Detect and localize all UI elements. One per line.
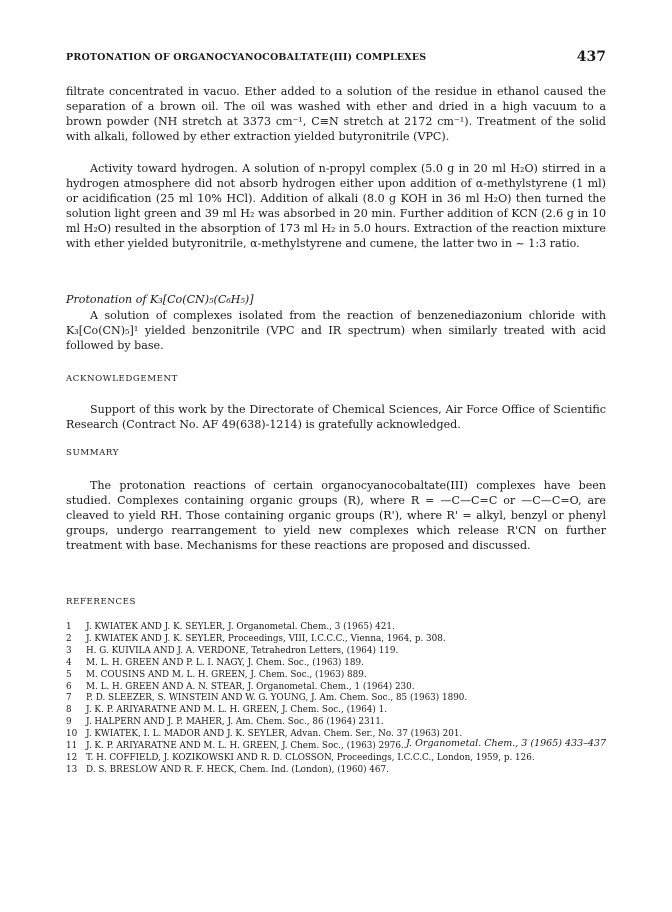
paragraph-activity-hydrogen [66, 161, 606, 251]
reference-number: 2 [66, 633, 72, 644]
reference-item [66, 717, 586, 729]
reference-number: 7 [66, 693, 72, 704]
reference-text: J. KWIATEK AND J. K. SEYLER, Proceedings, VIII, I.C.C.C., Vienna, 1964, p. 308. [86, 633, 446, 644]
reference-item [66, 634, 586, 646]
paragraph-text: The protonation reactions of certain organocyanocobaltate(III) complexes have been studied. Complexes containing organic groups (R), where R = —C—C=C or —C—C=O, are cleaved to yield RH. Those containing organic groups (R'), where R' = alkyl, benzyl or phenyl groups, undergo rearrangement to yield new complexes which release R'CN on further treatment with base. Mechanisms for these reactions are proposed and discussed. [66, 479, 606, 552]
reference-number: 10 [66, 729, 78, 740]
paragraph-filtrate [66, 84, 606, 144]
reference-item [66, 658, 586, 670]
reference-number: 1 [66, 622, 72, 632]
reference-item [66, 622, 586, 634]
acknowledgement-heading: ACKNOWLEDGEMENT [66, 374, 178, 384]
reference-item [66, 682, 586, 694]
reference-text: J. KWIATEK, I. L. MADOR AND J. K. SEYLER, Advan. Chem. Ser., No. 37 (1963) 201. [86, 729, 463, 740]
reference-text: M. L. H. GREEN AND P. L. I. NAGY, J. Chem. Soc., (1963) 189. [86, 657, 364, 668]
reference-text: P. D. SLEEZER, S. WINSTEIN AND W. G. YOUNG, J. Am. Chem. Soc., 85 (1963) 1890. [86, 693, 468, 704]
reference-text: H. G. KUIVILA AND J. A. VERDONE, Tetrahedron Letters, (1964) 119. [86, 645, 399, 656]
reference-number: 4 [66, 657, 72, 668]
reference-text: T. H. COFFIELD, J. KOZIKOWSKI AND R. D. CLOSSON, Proceedings, I.C.C.C., London, 1959, p. 126. [86, 752, 535, 763]
reference-text: J. K. P. ARIYARATNE AND M. L. H. GREEN, J. Chem. Soc., (1964) 1. [86, 705, 388, 716]
reference-number: 12 [66, 752, 78, 763]
paragraph-text: filtrate concentrated in vacuo. Ether added to a solution of the residue in ethanol caused the separation of a brown oil. The oil was washed with ether and dried in a high vacuum to a brown powder (NH stretch at 3373 cm⁻¹, C≡N stretch at 2172 cm⁻¹). Treatment of the solid with alkali, followed by ether extraction yielded butyronitrile (VPC). [66, 85, 606, 143]
running-head: PROTONATION OF ORGANOCYANOCOBALTATE(III) COMPLEXES [66, 52, 427, 63]
reference-item [66, 646, 586, 658]
reference-number: 6 [66, 681, 72, 692]
reference-number: 9 [66, 717, 72, 728]
reference-text: M. COUSINS AND M. L. H. GREEN, J. Chem. Soc., (1963) 889. [86, 669, 367, 680]
reference-number: 5 [66, 669, 72, 680]
reference-number: 3 [66, 645, 72, 656]
reference-item [66, 693, 586, 705]
reference-number: 8 [66, 705, 72, 716]
reference-text: M. L. H. GREEN AND A. N. STEAR, J. Organometal. Chem., 1 (1964) 230. [86, 681, 415, 692]
reference-text: D. S. BRESLOW AND R. F. HECK, Chem. Ind. (London), (1960) 467. [86, 764, 389, 775]
page-number: 437 [576, 49, 606, 65]
paragraph-text: A solution of complexes isolated from the reaction of benzenediazonium chloride with K₃[Co(CN)₅]¹ yielded benzonitrile (VPC and IR spectrum) when similarly treated with acid followed by base. [66, 309, 606, 352]
reference-number: 11 [66, 741, 78, 752]
subheading-protonation: Protonation of K₃[Co(CN)₅(C₆H₅)] [66, 293, 254, 306]
references-heading: REFERENCES [66, 597, 136, 607]
paragraph-text: Support of this work by the Directorate of Chemical Sciences, Air Force Office of Scientific Research (Contract No. AF 49(638)-1214) is gratefully acknowledged. [66, 403, 606, 431]
journal-citation-footer: J. Organometal. Chem., 3 (1965) 433–437 [406, 738, 606, 749]
summary-paragraph [66, 478, 606, 553]
reference-list [66, 622, 586, 777]
paragraph-text: Activity toward hydrogen. A solution of n-propyl complex (5.0 g in 20 ml H₂O) stirred in a hydrogen atmosphere did not absorb hydrogen either upon addition of α-methylstyrene (1 ml) or acidification (25 ml 10% HCl). Addition of alkali (8.0 g KOH in 36 ml H₂O) then turned the solution light green and 39 ml H₂ was absorbed in 20 min. Further addition of KCN (2.6 g in 10 ml H₂O) resulted in the absorption of 173 ml H₂ in 5.0 hours. Extraction of the reaction mixture with ether yielded butyronitrile, α-methylstyrene and cumene, the latter two in ~ 1:3 ratio. [66, 162, 606, 250]
summary-heading: SUMMARY [66, 448, 120, 458]
page-header [66, 49, 606, 68]
reference-item [66, 670, 586, 682]
reference-item [66, 753, 586, 765]
reference-item [66, 705, 586, 717]
acknowledgement-paragraph [66, 402, 606, 432]
reference-number: 13 [66, 764, 78, 775]
paragraph-benzenediazonium [66, 308, 606, 353]
reference-text: J. HALPERN AND J. P. MAHER, J. Am. Chem. Soc., 86 (1964) 2311. [86, 717, 384, 728]
reference-text: J. K. P. ARIYARATNE AND M. L. H. GREEN, J. Chem. Soc., (1963) 2976. [86, 741, 404, 752]
reference-item [66, 765, 586, 777]
reference-text: J. KWIATEK AND J. K. SEYLER, J. Organometal. Chem., 3 (1965) 421. [86, 622, 395, 632]
